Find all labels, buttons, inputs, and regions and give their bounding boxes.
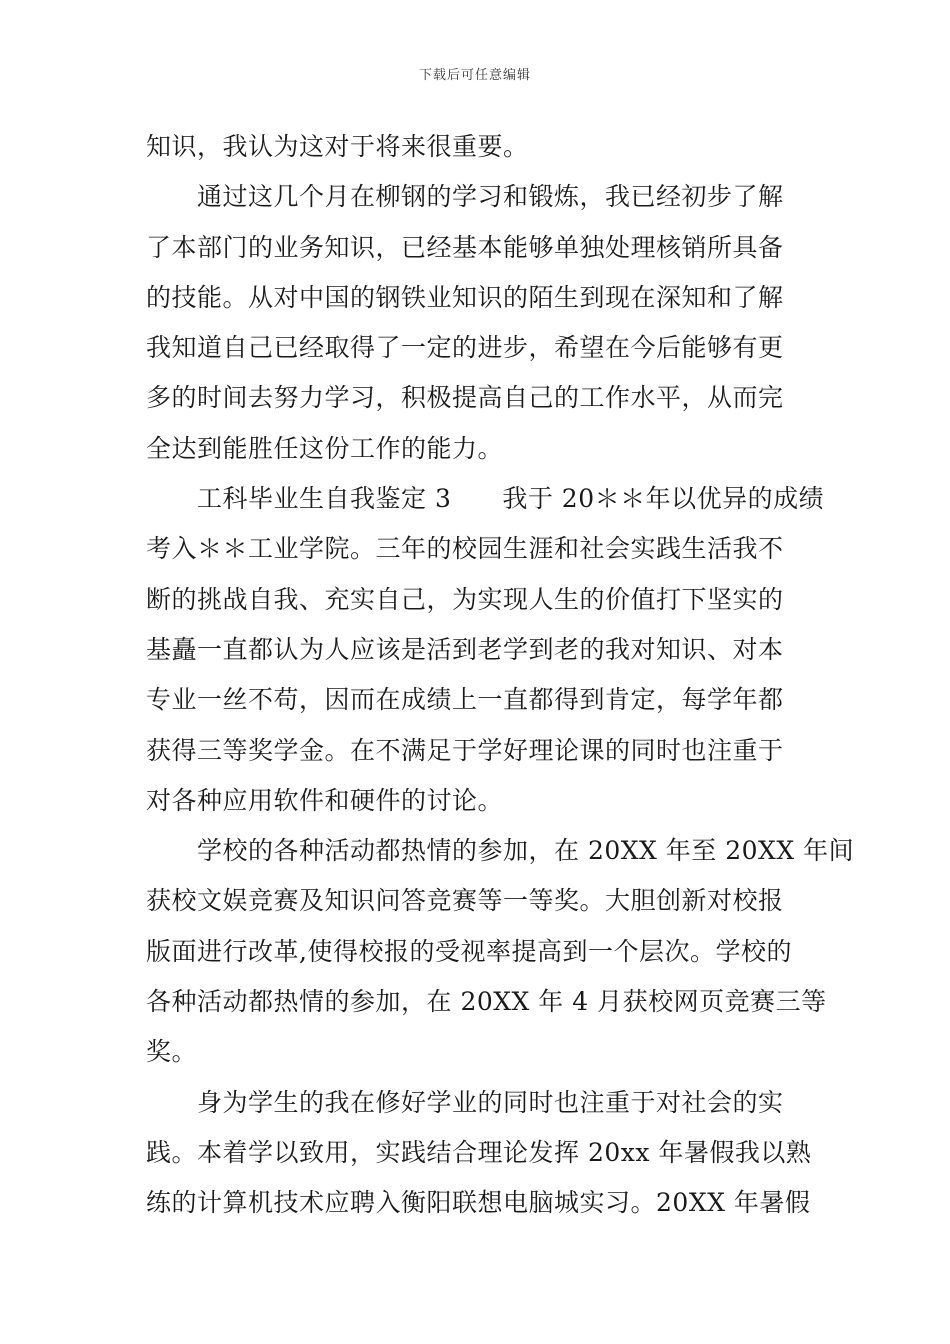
text-line: 多的时间去努力学习，积极提高自己的工作水平，从而完 bbox=[146, 383, 784, 413]
text-line: 知识，我认为这对于将来很重要。 bbox=[146, 132, 529, 161]
text-line: 身为学生的我在修好学业的同时也注重于对社会的实 bbox=[197, 1087, 784, 1117]
text-line: 版面进行改革,使得校报的受视率提高到一个层次。学校的 bbox=[146, 936, 792, 966]
text-line: 各种活动都热情的参加，在 20XX 年 4 月获校网页竞赛三等 bbox=[146, 987, 827, 1017]
text-line: 练的计算机技术应聘入衡阳联想电脑城实习。20XX 年暑假 bbox=[146, 1188, 811, 1218]
text-line: 通过这几个月在柳钢的学习和锻炼，我已经初步了解 bbox=[197, 182, 784, 212]
text-line: 践。本着学以致用，实践结合理论发挥 20xx 年暑假我以熟 bbox=[146, 1137, 812, 1167]
page-header: 下载后可任意编辑 bbox=[418, 68, 531, 83]
document-body bbox=[146, 122, 855, 1229]
text-line: 的技能。从对中国的钢铁业知识的陌生到现在深知和了解 bbox=[146, 282, 784, 312]
text-line: 获得三等奖学金。在不满足于学好理论课的同时也注重于 bbox=[146, 735, 784, 765]
text-line: 获校文娱竞赛及知识问答竞赛等一等奖。大胆创新对校报 bbox=[146, 886, 784, 916]
text-line: 对各种应用软件和硬件的讨论。 bbox=[146, 785, 504, 815]
text-line: 学校的各种活动都热情的参加，在 20XX 年至 20XX 年间 bbox=[197, 836, 855, 866]
text-line: 专业一丝不苟，因而在成绩上一直都得到肯定，每学年都 bbox=[146, 685, 784, 715]
text-line: 全达到能胜任这份工作的能力。 bbox=[146, 433, 504, 463]
text-line: 基矗一直都认为人应该是活到老学到老的我对知识、对本 bbox=[146, 634, 784, 664]
text-line: 了本部门的业务知识，已经基本能够单独处理核销所具备 bbox=[146, 232, 784, 262]
text-line: 断的挑战自我、充实自己，为实现人生的价值打下坚实的 bbox=[146, 584, 784, 614]
text-line: 工科毕业生自我鉴定 3 我于 20＊＊年以优异的成绩 bbox=[197, 484, 825, 514]
text-line: 考入＊＊工业学院。三年的校园生涯和社会实践生活我不 bbox=[146, 534, 784, 564]
text-line: 我知道自己已经取得了一定的进步，希望在今后能够有更 bbox=[146, 333, 784, 363]
text-line: 奖。 bbox=[146, 1037, 198, 1067]
